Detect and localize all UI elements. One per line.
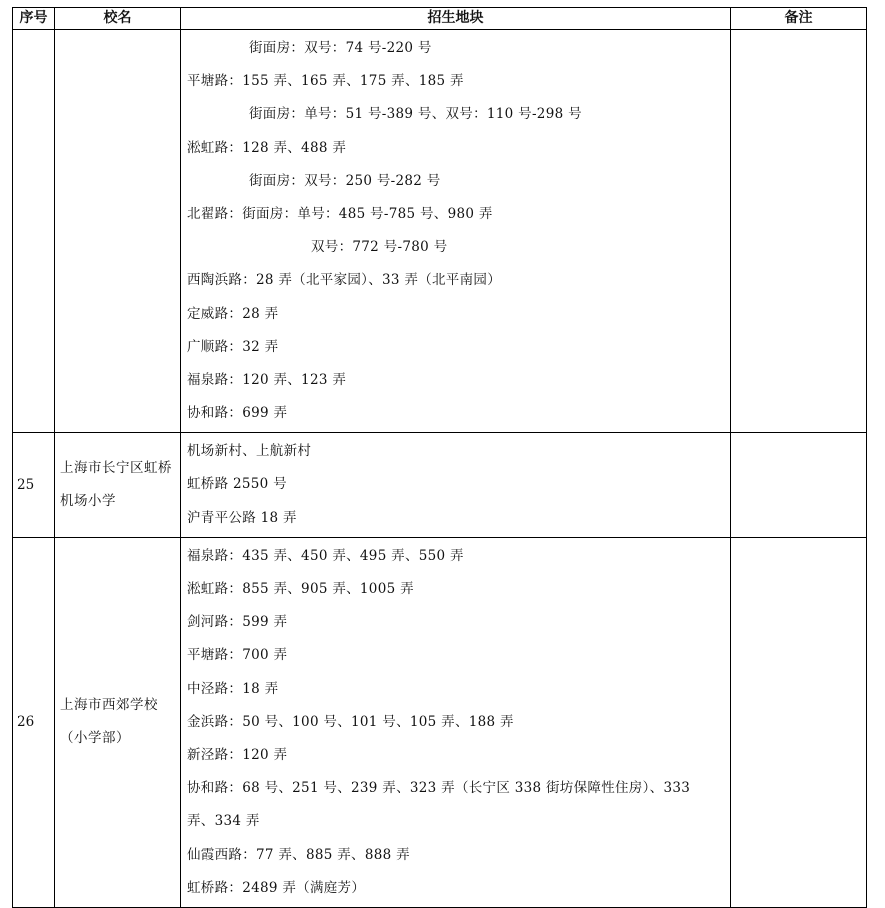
area-line: 福泉路：435 弄、450 弄、495 弄、550 弄 xyxy=(187,547,464,564)
area-line: 平塘路：155 弄、165 弄、175 弄、185 弄 xyxy=(187,73,464,90)
area-line: 西陶浜路：28 弄（北平家园）、33 弄（北平南园） xyxy=(187,272,501,289)
row-number xyxy=(13,30,55,433)
area-line: 淞虹路：128 弄、488 弄 xyxy=(187,139,347,156)
table-header-row xyxy=(13,8,867,30)
area-line: 协和路：68 号、251 号、239 弄、323 弄（长宁区 338 街坊保障性住房）、333 xyxy=(187,780,691,797)
area-line: 虹桥路 2550 号 xyxy=(187,476,287,493)
school-name xyxy=(55,30,181,433)
table-body xyxy=(13,30,867,908)
enrollment-area-cell xyxy=(181,30,731,433)
area-line: 淞虹路：855 弄、905 弄、1005 弄 xyxy=(187,581,414,597)
area-line: 北翟路：街面房：单号：485 号-785 号、980 弄 xyxy=(187,205,493,222)
header-note: 备注 xyxy=(731,8,867,30)
area-line: 机场新村、上航新村 xyxy=(187,443,312,460)
table-row xyxy=(13,30,867,433)
note-cell xyxy=(731,433,867,538)
header-num: 序号 xyxy=(13,8,55,30)
row-number: 25 xyxy=(13,433,55,538)
table-row xyxy=(13,433,867,538)
area-line: 虹桥路：2489 弄（满庭芳） xyxy=(187,879,366,896)
area-line: 街面房：双号：250 号-282 号 xyxy=(249,172,441,189)
area-line: 弄、334 弄 xyxy=(187,813,260,830)
enrollment-table-wrapper xyxy=(12,7,867,908)
note-cell xyxy=(731,30,867,433)
row-number: 26 xyxy=(13,537,55,907)
area-line: 双号：772 号-780 号 xyxy=(311,239,448,256)
school-name: 上海市西郊学校（小学部） xyxy=(55,537,181,907)
table-row xyxy=(13,537,867,907)
area-line: 金浜路：50 号、100 号、101 号、105 弄、188 弄 xyxy=(187,713,514,730)
area-line: 广顺路：32 弄 xyxy=(187,338,279,355)
note-cell xyxy=(731,537,867,907)
area-line: 平塘路：700 弄 xyxy=(187,647,288,664)
area-line: 福泉路：120 弄、123 弄 xyxy=(187,371,347,388)
enrollment-area-cell xyxy=(181,433,731,538)
enrollment-area-cell xyxy=(181,537,731,907)
area-line: 中泾路：18 弄 xyxy=(187,680,279,697)
area-line: 新泾路：120 弄 xyxy=(187,746,288,763)
area-line: 沪青平公路 18 弄 xyxy=(187,509,297,526)
area-line: 剑河路：599 弄 xyxy=(187,614,288,631)
header-school: 校名 xyxy=(55,8,181,30)
area-line: 仙霞西路：77 弄、885 弄、888 弄 xyxy=(187,846,410,863)
area-line: 街面房：单号：51 号-389 号、双号：110 号-298 号 xyxy=(249,106,582,123)
area-line: 定威路：28 弄 xyxy=(187,305,279,322)
area-line: 街面房：双号：74 号-220 号 xyxy=(249,40,432,56)
area-line: 协和路：699 弄 xyxy=(187,405,288,422)
header-area: 招生地块 xyxy=(181,8,731,30)
enrollment-table xyxy=(12,7,867,908)
school-name: 上海市长宁区虹桥机场小学 xyxy=(55,433,181,538)
